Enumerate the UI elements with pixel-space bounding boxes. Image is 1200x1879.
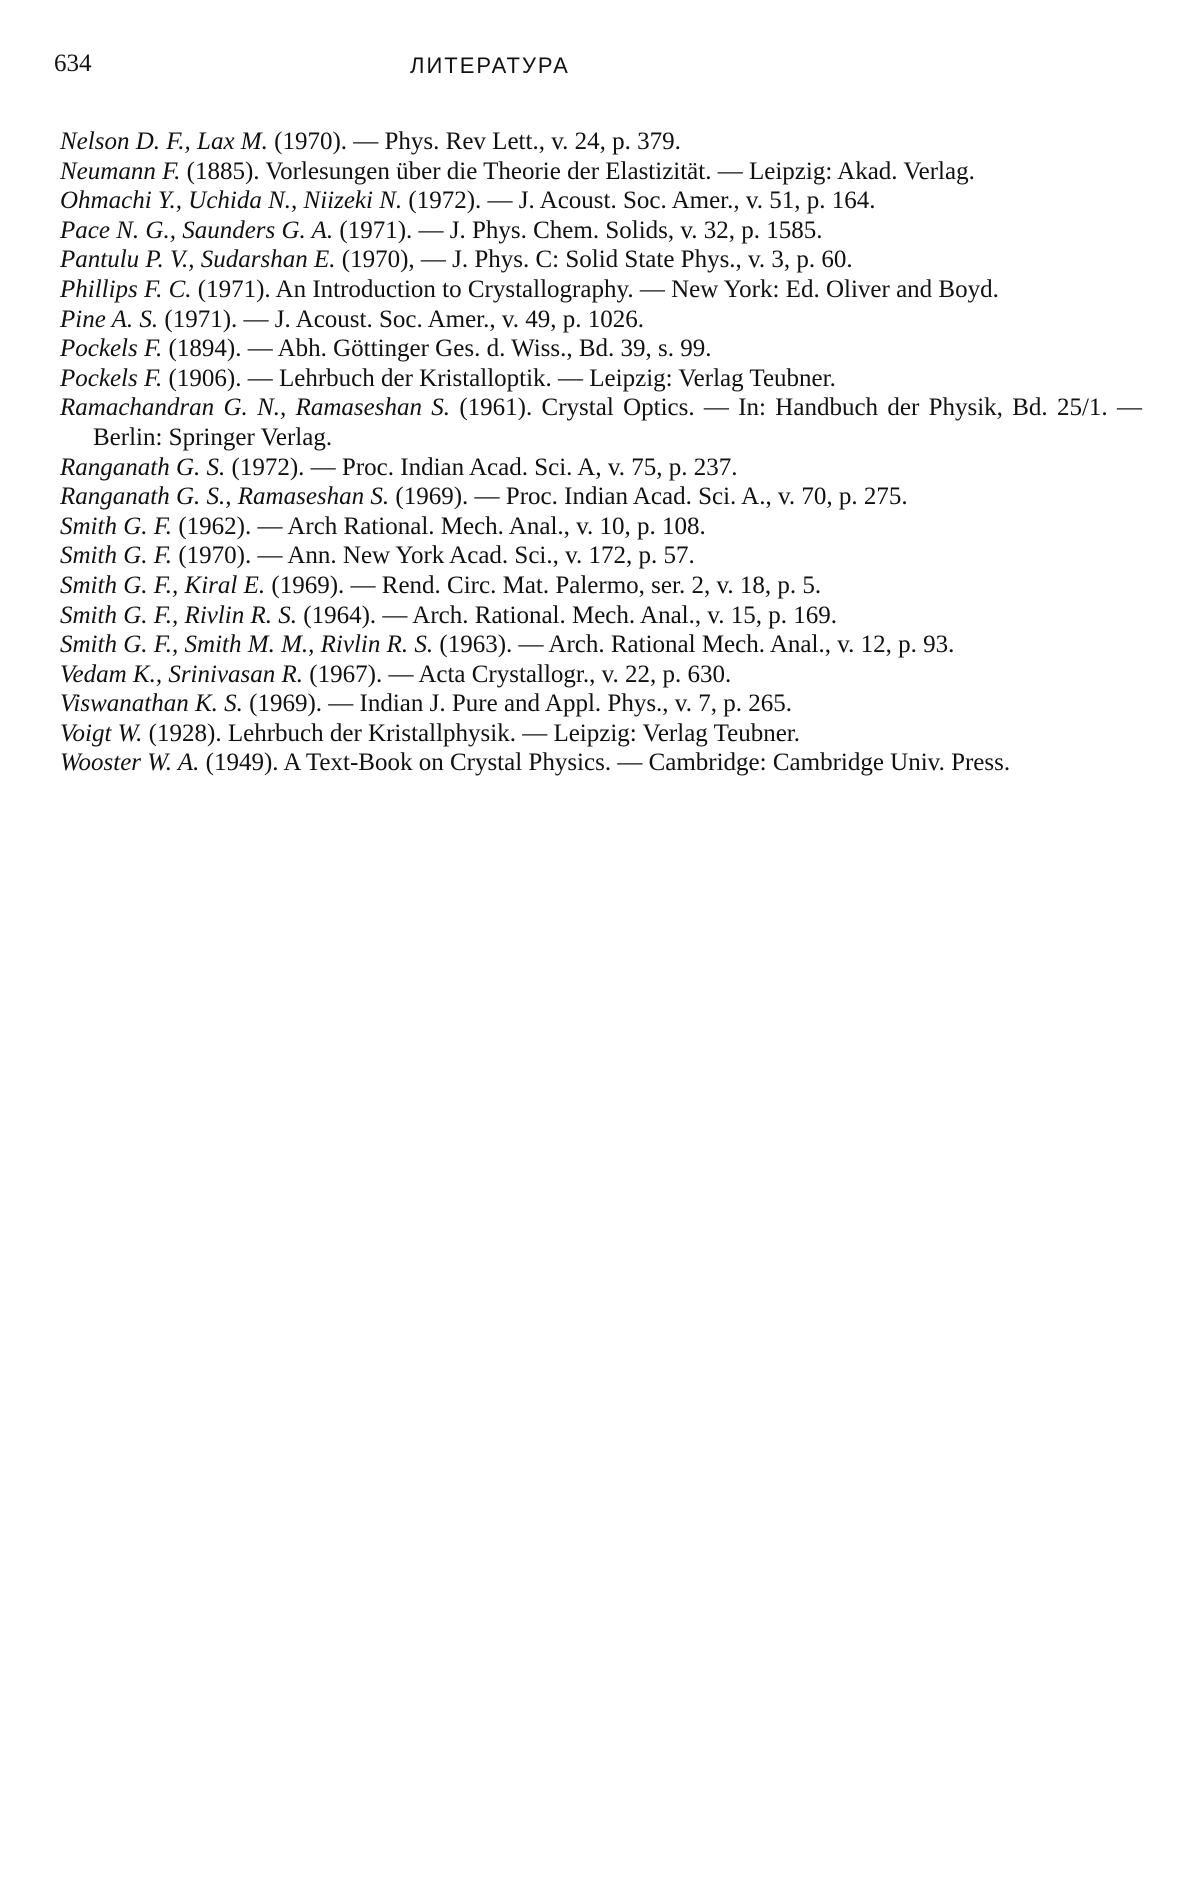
reference-entry [60, 157, 1142, 187]
reference-details: (1971). — J. Phys. Chem. Solids, v. 32, p. 1585. [333, 216, 823, 244]
reference-authors: Ranganath G. S., Ramaseshan S. [60, 483, 390, 511]
reference-authors: Viswanathan K. S. [60, 690, 243, 718]
reference-entry [60, 482, 1142, 512]
reference-details: (1949). A Text-Book on Crystal Physics. — Cambridge: Cambridge Univ. Press. [199, 749, 1011, 777]
reference-authors: Vedam K., Srinivasan R. [60, 660, 304, 688]
reference-entry [60, 364, 1142, 394]
reference-details: (1964). — Arch. Rational. Mech. Anal., v. 15, p. 169. [297, 601, 837, 629]
reference-entry [60, 660, 1142, 690]
reference-entry [60, 453, 1142, 483]
reference-authors: Ranganath G. S. [60, 453, 226, 481]
reference-authors: Pine A. S. [60, 305, 159, 333]
reference-authors: Pockels F. [60, 335, 163, 363]
reference-entry [60, 541, 1142, 571]
reference-authors: Ramachandran G. N., Ramaseshan S. [60, 394, 451, 422]
reference-authors: Nelson D. F., Lax M. [60, 128, 268, 155]
reference-list [60, 127, 1142, 778]
reference-details: (1970). — Ann. New York Acad. Sci., v. 172, p. 57. [172, 542, 695, 570]
page-header [54, 50, 1144, 90]
reference-details: (1971). An Introduction to Crystallography. — New York: Ed. Oliver and Boyd. [191, 275, 999, 303]
reference-details: (1969). — Indian J. Pure and Appl. Phys., v. 7, p. 265. [242, 690, 792, 718]
reference-entry [60, 245, 1142, 275]
reference-details: (1972). — J. Acoust. Soc. Amer., v. 51, p. 164. [402, 187, 876, 215]
reference-entry [60, 393, 1142, 452]
reference-authors: Smith G. F., Kiral E. [60, 571, 266, 599]
reference-details: (1969). — Proc. Indian Acad. Sci. A., v. 70, p. 275. [389, 483, 908, 511]
reference-entry [60, 334, 1142, 364]
page-number: 634 [54, 50, 92, 77]
reference-authors: Wooster W. A. [60, 749, 200, 777]
reference-authors: Pace N. G., Saunders G. A. [60, 216, 334, 244]
reference-authors: Ohmachi Y., Uchida N., Niizeki N. [60, 187, 403, 215]
running-title: ЛИТЕРАТУРА [410, 53, 570, 78]
reference-details: (1970), — J. Phys. C: Solid State Phys., v. 3, p. 60. [335, 246, 853, 274]
reference-authors: Pantulu P. V., Sudarshan E. [60, 246, 336, 274]
reference-entry [60, 748, 1142, 778]
reference-details: (1963). — Arch. Rational Mech. Anal., v. 12, p. 93. [433, 631, 955, 659]
reference-entry [60, 275, 1142, 305]
reference-details: (1885). Vorlesungen über die Theorie der Elastizität. — Leipzig: Akad. Verlag. [180, 157, 975, 185]
reference-details: (1928). Lehrbuch der Kristallphysik. — Leipzig: Verlag Teubner. [142, 719, 801, 747]
reference-entry [60, 689, 1142, 719]
reference-authors: Phillips F. C. [60, 275, 192, 303]
reference-entry [60, 571, 1142, 601]
reference-details: (1961). Crystal Optics. — In: Handbuch der Physik, Bd. 25/1. — Berlin: Springer Verlag. [93, 394, 1142, 451]
reference-entry [60, 216, 1142, 246]
reference-entry [60, 630, 1142, 660]
reference-authors: Pockels F. [60, 364, 163, 392]
reference-details: (1972). — Proc. Indian Acad. Sci. A, v. 75, p. 237. [225, 453, 738, 481]
reference-entry [60, 719, 1142, 749]
reference-details: (1969). — Rend. Circ. Mat. Palermo, ser. 2, v. 18, p. 5. [265, 571, 822, 599]
reference-details: (1971). — J. Acoust. Soc. Amer., v. 49, p. 1026. [158, 305, 645, 333]
reference-authors: Smith G. F. [60, 542, 173, 570]
reference-authors: Neumann F. [60, 157, 181, 185]
reference-details: (1962). — Arch Rational. Mech. Anal., v. 10, p. 108. [172, 512, 706, 540]
reference-entry [60, 186, 1142, 216]
reference-authors: Smith G. F. [60, 512, 173, 540]
reference-authors: Smith G. F., Rivlin R. S. [60, 601, 298, 629]
reference-entry [60, 305, 1142, 335]
reference-details: (1906). — Lehrbuch der Kristalloptik. — Leipzig: Verlag Teubner. [162, 364, 836, 392]
reference-details: (1970). — Phys. Rev Lett., v. 24, p. 379. [267, 128, 681, 155]
reference-authors: Voigt W. [60, 719, 143, 747]
reference-entry [60, 512, 1142, 542]
reference-details: (1894). — Abh. Göttinger Ges. d. Wiss., Bd. 39, s. 99. [162, 335, 712, 363]
reference-entry [60, 601, 1142, 631]
reference-authors: Smith G. F., Smith M. M., Rivlin R. S. [60, 631, 434, 659]
reference-entry [60, 127, 1142, 157]
reference-details: (1967). — Acta Crystallogr., v. 22, p. 630. [303, 660, 732, 688]
